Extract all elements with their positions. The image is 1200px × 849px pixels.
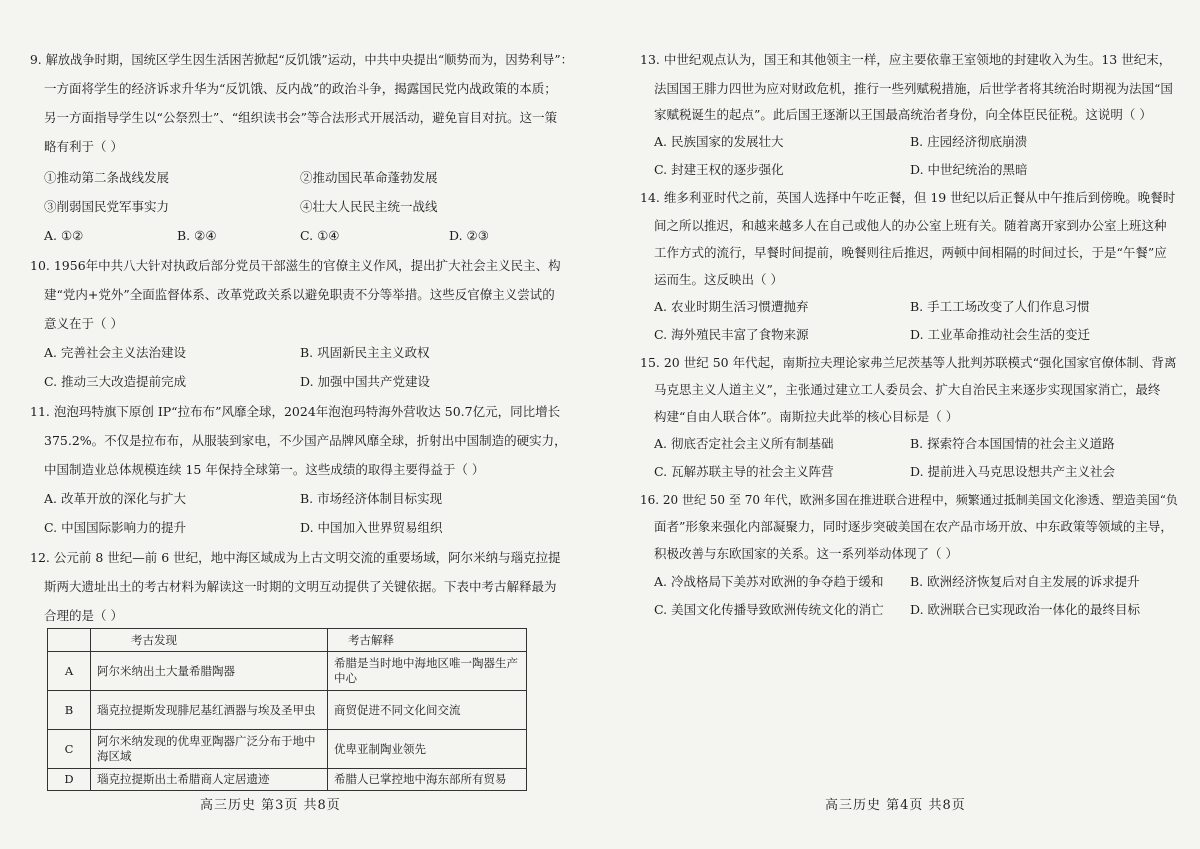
archaeology-table (47, 628, 527, 791)
q13-line-1: 13. 中世纪观点认为，国王和其他领主一样，应主要依靠王室领地的封建收入为生。13 世纪末， (640, 52, 1172, 67)
row-label: D (48, 769, 91, 791)
q11-line-2: 375.2%。不仅是拉布布，从服装到家电，不少国产品牌风靡全球，折射出中国制造的硬实力， (44, 433, 567, 448)
q11-option-b: B. 市场经济体制目标实现 (300, 491, 443, 506)
row-explain: 优卑亚制陶业领先 (328, 730, 527, 769)
q15-option-c: C. 瓦解苏联主导的社会主义阵营 (654, 464, 834, 479)
q16-option-a: A. 冷战格局下美苏对欧洲的争夺趋于缓和 (654, 574, 884, 589)
q10-line-3: 意义在于（ ） (44, 316, 123, 331)
q10-option-d: D. 加强中国共产党建设 (300, 374, 431, 389)
q12-line-2: 斯两大遗址出土的考古材料为解读这一时期的文明互动提供了关键依据。下表中考古解释最为 (44, 579, 557, 594)
q14-line-4: 运而生。这反映出（ ） (654, 272, 783, 287)
q16-line-2: 面者”形象来强化内部凝聚力，同时逐步突破美国在农产品市场开放、中东政策等领域的主导， (654, 519, 1173, 534)
q9-option-c: C. ①④ (300, 228, 340, 243)
q14-option-d: D. 工业革命推动社会生活的变迁 (910, 327, 1091, 342)
q9-statement-3: ③削弱国民党军事实力 (44, 199, 170, 214)
row-find: 阿尔米纳发现的优卑亚陶器广泛分布于地中海区域 (91, 730, 328, 769)
right-exam-page (610, 0, 1190, 849)
table-header-label (48, 629, 91, 652)
q13-line-2: 法国国王腓力四世为应对财政危机，推行一些列赋税措施，后世学者将其统治时期视为法国“国 (654, 81, 1173, 96)
q10-option-a: A. 完善社会主义法治建设 (44, 345, 186, 360)
q9-statement-2: ②推动国民革命蓬勃发展 (300, 170, 438, 185)
table-row (48, 769, 527, 791)
row-find: 瑙克拉提斯发现腓尼基红酒器与埃及圣甲虫 (91, 691, 328, 730)
q14-line-3: 工作方式的流行，早餐时间提前，晚餐则往后推迟，两顿中间相隔的时间过长，于是“午餐”应 (654, 245, 1167, 260)
q16-line-1: 16. 20 世纪 50 至 70 年代，欧洲多国在推进联合进程中，频繁通过抵制美国文化渗透、塑造美国“负 (640, 493, 1178, 507)
q11-line-3: 中国制造业总体规模连续 15 年保持全球第一。这些成绩的取得主要得益于（ ） (44, 462, 485, 477)
row-explain: 希腊是当时地中海地区唯一陶器生产中心 (328, 652, 527, 691)
q9-statement-4: ④壮大人民民主统一战线 (300, 199, 438, 214)
q13-option-b: B. 庄园经济彻底崩溃 (910, 134, 1028, 149)
q15-option-d: D. 提前进入马克思设想共产主义社会 (910, 464, 1116, 479)
q9-option-a: A. ①② (44, 228, 84, 243)
table-row (48, 730, 527, 769)
q13-option-d: D. 中世纪统治的黑暗 (910, 162, 1028, 177)
q10-option-b: B. 巩固新民主主义政权 (300, 345, 430, 360)
q10-line-2: 建“党内+党外”全面监督体系、改革党政关系以避免职责不分等举措。这些反官僚主义尝试的 (44, 287, 555, 302)
q11-line-1: 11. 泡泡玛特旗下原创 IP“拉布布”风靡全球，2024年泡泡玛特海外营收达 50.7亿元，同比增长 (30, 404, 561, 419)
page-footer-right: 高三历史 第4页 共8页 (825, 798, 966, 813)
left-exam-page (0, 0, 580, 849)
q9-option-d: D. ②③ (449, 228, 489, 243)
q16-option-c: C. 美国文化传播导致欧洲传统文化的消亡 (654, 602, 884, 617)
q14-option-b: B. 手工工场改变了人们作息习惯 (910, 299, 1090, 314)
q10-option-c: C. 推动三大改造提前完成 (44, 374, 187, 389)
q13-line-3: 家赋税诞生的起点”。此后国王逐渐以王国最高统治者身份，向全体臣民征税。这说明（ ） (654, 107, 1152, 122)
q16-option-d: D. 欧洲联合已实现政治一体化的最终目标 (910, 602, 1141, 617)
row-label: A (48, 652, 91, 691)
q9-line-2: 一方面将学生的经济诉求升华为“反饥饿、反内战”的政治斗争，揭露国民党内战政策的本质； (44, 81, 557, 96)
q15-option-a: A. 彻底否定社会主义所有制基础 (654, 436, 834, 451)
q9-line-3: 另一方面指导学生以“公祭烈士”、“组织读书会”等合法形式开展活动，避免盲目对抗。这一策 (44, 110, 558, 125)
q15-line-2: 马克思主义人道主义”，主张通过建立工人委员会、扩大自治民主来逐步实现国家消亡，最终 (654, 382, 1161, 397)
row-explain: 希腊人已掌控地中海东部所有贸易 (328, 769, 527, 791)
q9-line-1: 9. 解放战争时期，国统区学生因生活困苦掀起“反饥饿”运动，中共中央提出“顺势而为，因势利导”： (30, 53, 573, 67)
q15-option-b: B. 探索符合本国国情的社会主义道路 (910, 436, 1115, 451)
q9-option-b: B. ②④ (177, 228, 217, 243)
row-find: 阿尔米纳出土大量希腊陶器 (91, 652, 328, 691)
table-row (48, 691, 527, 730)
q12-line-3: 合理的是（ ） (44, 608, 123, 623)
q11-option-d: D. 中国加入世界贸易组织 (300, 520, 443, 535)
q9-line-4: 略有利于（ ） (44, 139, 123, 154)
q10-line-1: 10. 1956年中共八大针对执政后部分党员干部滋生的官僚主义作风，提出扩大社会主义民主、构 (30, 258, 561, 273)
q13-option-c: C. 封建王权的逐步强化 (654, 162, 784, 177)
table-header-find: 考古发现 (91, 629, 328, 652)
q14-option-c: C. 海外殖民丰富了食物来源 (654, 327, 809, 342)
q14-line-2: 间之所以推迟，和越来越多人在自己或他人的办公室上班有关。随着离开家到办公室上班这种 (654, 218, 1167, 233)
q14-option-a: A. 农业时期生活习惯遭抛弃 (654, 299, 809, 314)
row-find: 瑙克拉提斯出土希腊商人定居遗迹 (91, 769, 328, 791)
q12-line-1: 12. 公元前 8 世纪—前 6 世纪，地中海区域成为上古文明交流的重要场域，阿尔米纳与瑙克拉提 (30, 550, 561, 565)
table-row (48, 652, 527, 691)
row-label: B (48, 691, 91, 730)
table-header-row (48, 629, 527, 652)
q11-option-a: A. 改革开放的深化与扩大 (44, 491, 186, 506)
table-header-explain: 考古解释 (328, 629, 527, 652)
q16-line-3: 积极改善与东欧国家的关系。这一系列举动体现了（ ） (654, 546, 958, 561)
row-explain: 商贸促进不同文化间交流 (328, 691, 527, 730)
q14-line-1: 14. 维多利亚时代之前，英国人选择中午吃正餐，但 19 世纪以后正餐从中午推后到傍晚。晚餐时 (640, 190, 1176, 205)
q16-option-b: B. 欧洲经济恢复后对自主发展的诉求提升 (910, 574, 1140, 589)
q11-option-c: C. 中国国际影响力的提升 (44, 520, 187, 535)
q9-statement-1: ①推动第二条战线发展 (44, 170, 170, 185)
q15-line-3: 构建“自由人联合体”。南斯拉夫此举的核心目标是（ ） (654, 409, 959, 424)
q13-option-a: A. 民族国家的发展壮大 (654, 134, 784, 149)
q15-line-1: 15. 20 世纪 50 年代起，南斯拉夫理论家弗兰尼茨基等人批判苏联模式“强化国家官僚体制、背离 (640, 355, 1177, 370)
page-footer-left: 高三历史 第3页 共8页 (200, 798, 341, 813)
row-label: C (48, 730, 91, 769)
